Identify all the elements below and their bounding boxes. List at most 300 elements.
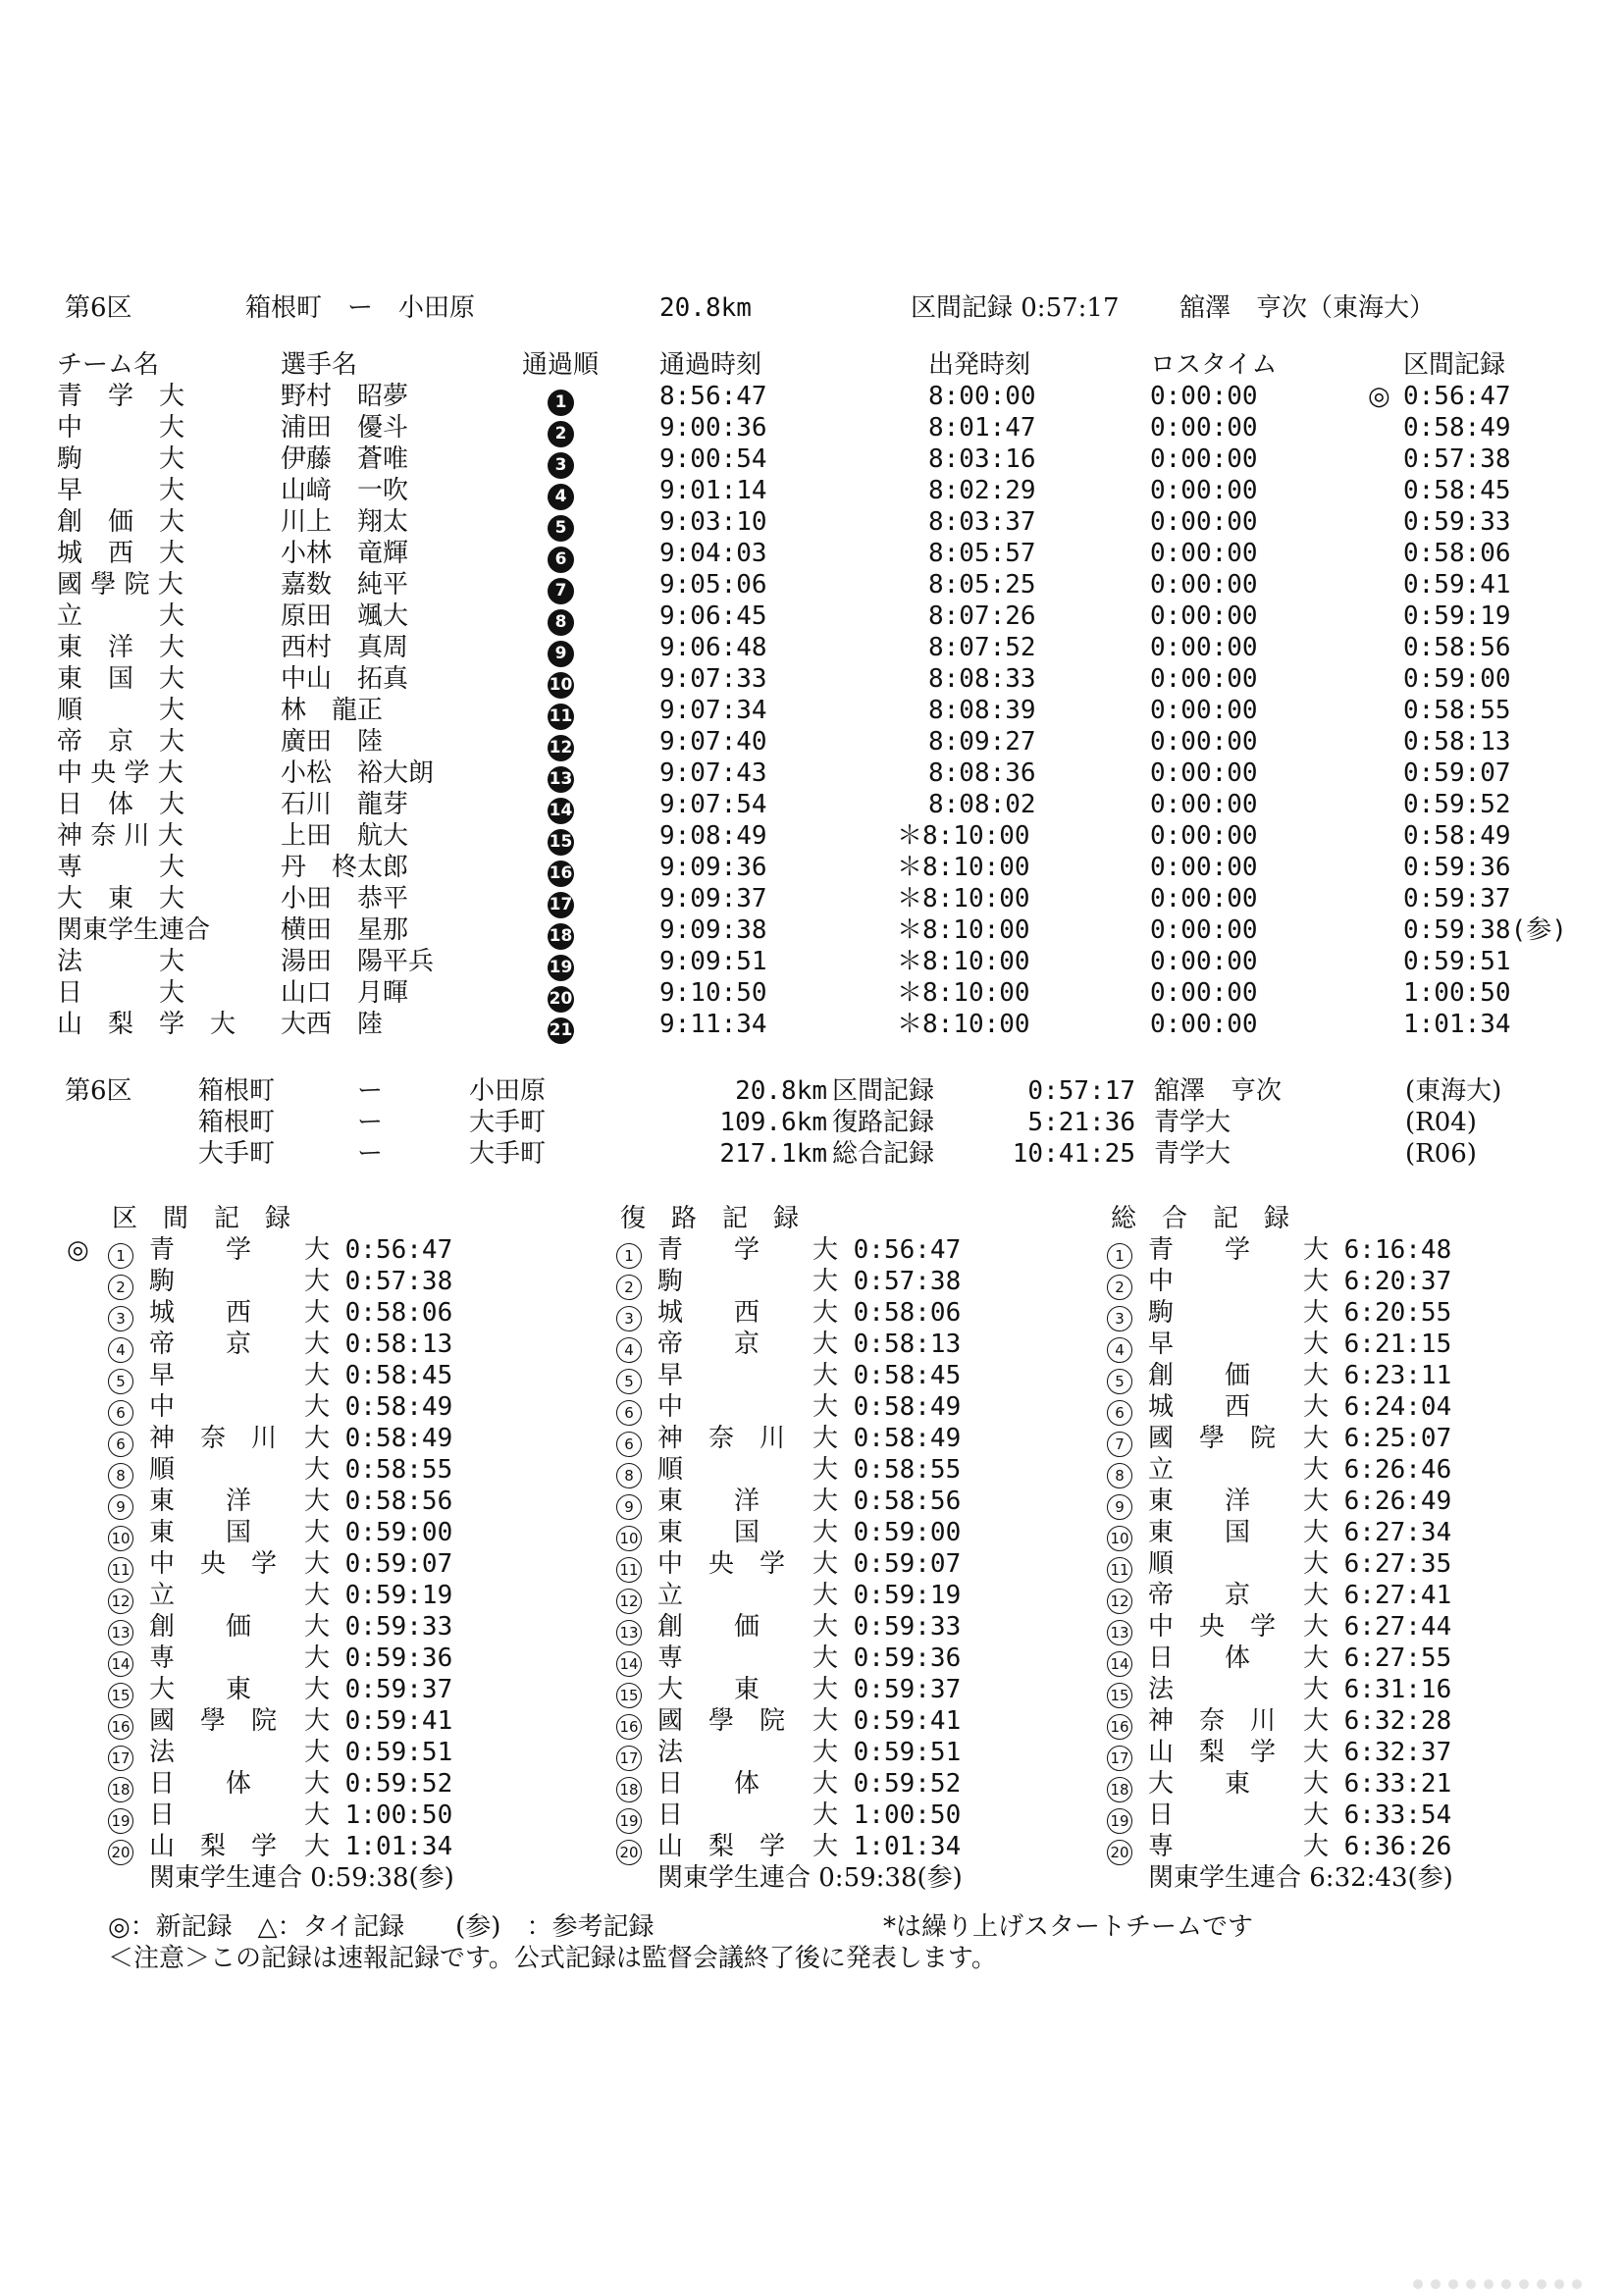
pass-time: 9:09:37 — [659, 884, 767, 913]
pass-rank-badge: 16 — [548, 861, 574, 887]
result-row — [0, 412, 1624, 444]
ranking-row — [1107, 1234, 1598, 1266]
ranking-team: 日 — [1148, 1800, 1175, 1830]
ranking-team: 帝 京 — [149, 1330, 252, 1359]
ranking-time: 大 0:58:45 — [812, 1361, 962, 1390]
ranking-time: 大 0:59:33 — [304, 1612, 453, 1642]
ranking-time: 大 6:24:04 — [1303, 1392, 1452, 1422]
rank-number — [616, 1426, 642, 1457]
rank-number — [616, 1771, 642, 1802]
course-record-row — [0, 1075, 1624, 1107]
pass-rank-badge: 17 — [548, 892, 574, 918]
team-name: 関東学生連合 — [57, 915, 211, 945]
rank-number — [616, 1331, 642, 1363]
rank-number — [616, 1457, 642, 1488]
rank-circle: 20 — [616, 1840, 642, 1865]
ranking-time: 大 0:59:36 — [812, 1644, 962, 1673]
rank-circle: 15 — [1107, 1683, 1132, 1708]
rank-circle: 6 — [108, 1432, 133, 1457]
section-time: 0:56:47 — [1403, 382, 1511, 411]
pass-time: 9:04:03 — [659, 539, 767, 568]
ranking-time: 大 0:58:56 — [812, 1487, 962, 1516]
ranking-row — [1107, 1423, 1598, 1454]
rank-circle: 9 — [1107, 1494, 1132, 1520]
loss-time: 0:00:00 — [1150, 507, 1258, 537]
rank-number — [108, 1300, 133, 1331]
rank-number — [108, 1834, 133, 1865]
ranking-time: 大 1:00:50 — [812, 1800, 962, 1830]
rank-number — [1107, 1363, 1132, 1394]
pass-time: 9:07:33 — [659, 664, 767, 694]
team-name: 立 大 — [57, 601, 185, 631]
rank-number — [616, 1269, 642, 1300]
section-time: 0:59:00 — [1403, 664, 1511, 694]
ranking-row — [616, 1517, 1107, 1548]
pass-time: 8:56:47 — [659, 382, 767, 411]
ranking-row — [1107, 1329, 1598, 1360]
ranking-time: 大 0:59:07 — [812, 1549, 962, 1579]
runner-name: 小田 恭平 — [281, 884, 409, 913]
rank-number — [1107, 1269, 1132, 1300]
pass-time: 9:07:43 — [659, 758, 767, 788]
start-time: 8:08:02 — [928, 790, 1036, 819]
start-time: 8:08:36 — [928, 758, 1036, 788]
pass-time: 9:05:06 — [659, 570, 767, 600]
ranking-title: 復 路 記 録 — [620, 1204, 800, 1233]
ranking-row — [1107, 1643, 1598, 1674]
rank-circle: 16 — [1107, 1714, 1132, 1740]
ranking-time: 大 0:59:51 — [812, 1738, 962, 1767]
ranking-time: 大 1:01:34 — [812, 1832, 962, 1861]
rank-circle: 8 — [108, 1463, 133, 1488]
ranking-team: 大 東 — [657, 1675, 760, 1704]
loss-time: 0:00:00 — [1150, 853, 1258, 882]
ranking-time: 大 0:59:19 — [304, 1581, 453, 1610]
ranking-team: 順 — [149, 1455, 176, 1485]
loss-time: 0:00:00 — [1150, 570, 1258, 600]
legend-line-2: ＜注意＞この記録は速報記録です。公式記録は監督会議終了後に発表します。 — [108, 1944, 997, 1973]
section-time: 0:59:37 — [1403, 884, 1511, 913]
section-record-holder: 舘澤 亨次（東海大） — [1179, 293, 1436, 323]
rank-number — [108, 1583, 133, 1614]
section-time: 0:58:13 — [1403, 727, 1511, 757]
ranking-time: 大 6:21:15 — [1303, 1330, 1452, 1359]
section-time: 0:58:49 — [1403, 413, 1511, 443]
course-record-row — [0, 1107, 1624, 1138]
start-time: ＊8:10:00 — [897, 853, 1030, 882]
ranking-team: 駒 — [657, 1267, 684, 1296]
rank-number — [1107, 1426, 1132, 1457]
ranking-team: 城 西 — [1148, 1392, 1251, 1422]
ranking-time: 大 6:27:55 — [1303, 1644, 1452, 1673]
ranking-time: 大 6:36:26 — [1303, 1832, 1452, 1861]
ranking-time: 大 0:59:07 — [304, 1549, 453, 1579]
ranking-row — [108, 1800, 599, 1831]
rank-number — [1107, 1677, 1132, 1708]
rank-number — [1107, 1802, 1132, 1834]
pass-rank-badge: 7 — [548, 578, 574, 604]
page-dot — [1431, 2279, 1441, 2289]
rank-number — [1107, 1740, 1132, 1771]
ranking-time: 大 0:59:19 — [812, 1581, 962, 1610]
col-pass-time: 通過時刻 — [659, 350, 762, 380]
rank-number — [108, 1677, 133, 1708]
loss-time: 0:00:00 — [1150, 884, 1258, 913]
page-dot — [1484, 2279, 1493, 2289]
page-dot — [1554, 2279, 1564, 2289]
result-row — [0, 883, 1624, 914]
ranking-row — [616, 1234, 1107, 1266]
rank-number — [616, 1677, 642, 1708]
ranking-row — [616, 1831, 1107, 1862]
new-record-mark: ◎ — [1368, 382, 1390, 411]
col-section-record: 区間記録 — [1403, 350, 1506, 380]
team-name: 城 西 大 — [57, 539, 185, 568]
ranking-row — [108, 1768, 599, 1800]
ranking-team: 早 — [657, 1361, 684, 1390]
rank-circle: 11 — [108, 1557, 133, 1583]
rank-circle: 14 — [1107, 1651, 1132, 1677]
ranking-title: 総 合 記 録 — [1111, 1204, 1290, 1233]
ranking-time: 大 0:59:41 — [304, 1706, 453, 1736]
start-time: ＊8:10:00 — [897, 915, 1030, 945]
result-row — [0, 820, 1624, 852]
ranking-team: 立 — [1148, 1455, 1175, 1485]
rank-circle: 16 — [108, 1714, 133, 1740]
ranking-row — [616, 1329, 1107, 1360]
ranking-team: 東 洋 — [1148, 1487, 1251, 1516]
rank-number — [108, 1331, 133, 1363]
rank-circle: 1 — [616, 1243, 642, 1269]
ranking-team: 創 価 — [1148, 1361, 1251, 1390]
record-from: 大手町 — [198, 1139, 276, 1169]
ranking-row — [108, 1486, 599, 1517]
ranking-time: 大 6:25:07 — [1303, 1424, 1452, 1453]
route-label: 箱根町 ー 小田原 — [245, 293, 476, 323]
loss-time: 0:00:00 — [1150, 978, 1258, 1008]
result-row — [0, 663, 1624, 695]
loss-time: 0:00:00 — [1150, 1010, 1258, 1039]
page-dot — [1501, 2279, 1511, 2289]
ranking-team: 専 — [1148, 1832, 1175, 1861]
record-distance: 109.6km — [719, 1108, 827, 1137]
ranking-team: 神 奈 川 — [149, 1424, 278, 1453]
pass-time: 9:10:50 — [659, 978, 767, 1008]
rank-number — [616, 1488, 642, 1520]
rank-number — [108, 1488, 133, 1520]
start-time: 8:08:39 — [928, 696, 1036, 725]
runner-name: 山﨑 一吹 — [281, 476, 409, 505]
result-row — [0, 538, 1624, 569]
ranking-row — [1107, 1454, 1598, 1486]
ranking-time: 大 6:16:48 — [1303, 1235, 1452, 1265]
rank-number — [616, 1583, 642, 1614]
rank-circle: 5 — [616, 1369, 642, 1394]
pass-rank-badge: 1 — [548, 390, 574, 416]
result-row — [0, 381, 1624, 412]
result-row — [0, 600, 1624, 632]
rank-number — [108, 1551, 133, 1583]
pass-time: 9:00:54 — [659, 444, 767, 474]
rank-number — [108, 1237, 133, 1269]
section-label: 第6区 — [65, 293, 132, 323]
ranking-time: 大 0:58:55 — [812, 1455, 962, 1485]
pass-rank-badge: 18 — [548, 923, 574, 950]
pass-rank-badge: 20 — [548, 986, 574, 1013]
record-label: 区間記録 — [832, 1076, 935, 1106]
ranking-time: 大 0:58:49 — [304, 1424, 453, 1453]
ranking-title: 区 間 記 録 — [112, 1204, 291, 1233]
runner-name: 丹 柊太郎 — [281, 853, 409, 882]
result-row — [0, 946, 1624, 977]
ranking-team: 専 — [149, 1644, 176, 1673]
pass-rank-badge: 11 — [548, 704, 574, 730]
loss-time: 0:00:00 — [1150, 915, 1258, 945]
start-time: 8:01:47 — [928, 413, 1036, 443]
ranking-team: 駒 — [149, 1267, 176, 1296]
page-dot — [1413, 2279, 1423, 2289]
ranking-team: 立 — [657, 1581, 684, 1610]
section-time: 0:59:36 — [1403, 853, 1511, 882]
ranking-row — [616, 1643, 1107, 1674]
ranking-team: 帝 京 — [657, 1330, 760, 1359]
runner-name: 嘉数 純平 — [281, 570, 409, 600]
record-dash: ー — [357, 1139, 384, 1169]
team-name: 大 東 大 — [57, 884, 185, 913]
team-name: 中 央 学 大 — [57, 758, 183, 788]
ranking-team: 法 — [149, 1738, 176, 1767]
pass-time: 9:09:38 — [659, 915, 767, 945]
ranking-row — [616, 1674, 1107, 1705]
ranking-team: 創 価 — [657, 1612, 760, 1642]
ranking-row — [1107, 1297, 1598, 1329]
rank-circle: 8 — [1107, 1463, 1132, 1488]
ranking-time: 大 0:59:00 — [304, 1518, 453, 1547]
team-name: 創 価 大 — [57, 507, 185, 537]
result-row — [0, 632, 1624, 663]
ranking-team: 東 国 — [149, 1518, 252, 1547]
start-time: ＊8:10:00 — [897, 884, 1030, 913]
ranking-team: 東 国 — [1148, 1518, 1251, 1547]
result-row — [0, 757, 1624, 789]
start-time: 8:09:27 — [928, 727, 1036, 757]
ranking-time: 大 0:56:47 — [304, 1235, 453, 1265]
ranking-team: 順 — [657, 1455, 684, 1485]
ranking-row — [616, 1800, 1107, 1831]
record-time: 10:41:25 — [1012, 1139, 1135, 1169]
rank-number — [108, 1363, 133, 1394]
record-time: 5:21:36 — [1027, 1108, 1135, 1137]
ranking-row — [108, 1423, 599, 1454]
loss-time: 0:00:00 — [1150, 758, 1258, 788]
pass-rank-badge: 9 — [548, 641, 574, 667]
runner-name: 小林 竜輝 — [281, 539, 409, 568]
runner-name: 中山 拓真 — [281, 664, 409, 694]
section-time: 0:59:33 — [1403, 507, 1511, 537]
loss-time: 0:00:00 — [1150, 664, 1258, 694]
ranking-row — [1107, 1768, 1598, 1800]
pass-rank-badge: 10 — [548, 672, 574, 699]
col-rank: 通過順 — [522, 350, 600, 380]
section-time: 0:59:38(参) — [1403, 915, 1567, 945]
ranking-row — [1107, 1548, 1598, 1580]
ranking-extra: 関東学生連合 0:59:38(参) — [149, 1863, 454, 1893]
pass-time: 9:01:14 — [659, 476, 767, 505]
pass-rank-badge: 19 — [548, 955, 574, 981]
page-indicator — [1413, 2274, 1590, 2293]
rank-number — [1107, 1614, 1132, 1645]
team-name: 青 学 大 — [57, 382, 185, 411]
section-time: 0:59:41 — [1403, 570, 1511, 600]
ranking-time: 大 0:59:52 — [304, 1769, 453, 1799]
runner-name: 上田 航大 — [281, 821, 409, 851]
pass-time: 9:08:49 — [659, 821, 767, 851]
rank-circle: 3 — [108, 1306, 133, 1331]
col-start-time: 出発時刻 — [928, 350, 1031, 380]
ranking-row — [108, 1454, 599, 1486]
ranking-team: 城 西 — [149, 1298, 252, 1328]
rank-number — [1107, 1645, 1132, 1677]
ranking-time: 大 6:20:55 — [1303, 1298, 1452, 1328]
ranking-time: 大 6:27:35 — [1303, 1549, 1452, 1579]
ranking-extra: 関東学生連合 6:32:43(参) — [1148, 1863, 1453, 1893]
ranking-team: 東 洋 — [657, 1487, 760, 1516]
rank-circle: 12 — [108, 1589, 133, 1614]
runner-name: 西村 真周 — [281, 633, 409, 662]
pass-rank — [548, 1012, 574, 1044]
pass-time: 9:06:48 — [659, 633, 767, 662]
pass-time: 9:07:54 — [659, 790, 767, 819]
pass-time: 9:03:10 — [659, 507, 767, 537]
start-time: 8:07:52 — [928, 633, 1036, 662]
ranking-row — [108, 1611, 599, 1643]
team-name: 日 体 大 — [57, 790, 185, 819]
ranking-row — [108, 1831, 599, 1862]
ranking-row — [108, 1705, 599, 1737]
rank-circle: 9 — [108, 1494, 133, 1520]
page-dot — [1572, 2279, 1582, 2289]
ranking-team: 東 洋 — [149, 1487, 252, 1516]
runner-name: 浦田 優斗 — [281, 413, 409, 443]
rank-circle: 10 — [108, 1526, 133, 1551]
rank-number — [616, 1645, 642, 1677]
runner-name: 川上 翔太 — [281, 507, 409, 537]
ranking-time: 大 6:20:37 — [1303, 1267, 1452, 1296]
rank-circle: 18 — [616, 1777, 642, 1802]
rank-number — [1107, 1520, 1132, 1551]
runner-name: 小松 裕大朗 — [281, 758, 435, 788]
ranking-row — [108, 1517, 599, 1548]
result-row — [0, 977, 1624, 1009]
ranking-team: 青 学 — [149, 1235, 252, 1265]
rank-number — [616, 1708, 642, 1740]
record-note: (R04) — [1405, 1108, 1477, 1137]
rank-number — [1107, 1331, 1132, 1363]
ranking-time: 大 0:59:51 — [304, 1738, 453, 1767]
ranking-team: 中 央 学 — [1148, 1612, 1277, 1642]
ranking-row — [616, 1391, 1107, 1423]
ranking-team: 立 — [149, 1581, 176, 1610]
ranking-time: 大 6:27:41 — [1303, 1581, 1452, 1610]
pass-rank-badge: 4 — [548, 484, 574, 510]
ranking-row — [108, 1737, 599, 1768]
ranking-team: 山 梨 学 — [657, 1832, 786, 1861]
result-row — [0, 914, 1624, 946]
loss-time: 0:00:00 — [1150, 696, 1258, 725]
ranking-row — [1107, 1705, 1598, 1737]
rank-number — [616, 1740, 642, 1771]
result-row — [0, 1009, 1624, 1040]
rank-circle: 3 — [1107, 1306, 1132, 1331]
rank-number — [108, 1740, 133, 1771]
rank-number — [1107, 1583, 1132, 1614]
ranking-team: 日 — [657, 1800, 684, 1830]
ranking-time: 大 6:27:34 — [1303, 1518, 1452, 1547]
ranking-team: 日 体 — [149, 1769, 252, 1799]
start-time: ＊8:10:00 — [897, 1010, 1030, 1039]
result-row — [0, 726, 1624, 757]
section-time: 0:59:19 — [1403, 601, 1511, 631]
ranking-time: 大 0:58:13 — [304, 1330, 453, 1359]
ranking-time: 大 0:58:49 — [304, 1392, 453, 1422]
rank-circle: 14 — [108, 1651, 133, 1677]
ranking-team: 中 — [1148, 1267, 1175, 1296]
loss-time: 0:00:00 — [1150, 413, 1258, 443]
ranking-team: 法 — [657, 1738, 684, 1767]
rank-circle: 4 — [108, 1337, 133, 1363]
pass-rank-badge: 14 — [548, 798, 574, 824]
runner-name: 大西 陸 — [281, 1010, 384, 1039]
section-time: 0:58:45 — [1403, 476, 1511, 505]
record-time: 0:57:17 — [1027, 1076, 1135, 1106]
record-label: 復路記録 — [832, 1108, 935, 1137]
rank-number — [108, 1771, 133, 1802]
record-note: (R06) — [1405, 1139, 1477, 1169]
team-name: 國 學 院 大 — [57, 570, 183, 600]
pass-time: 9:11:34 — [659, 1010, 767, 1039]
start-time: 8:00:00 — [928, 382, 1036, 411]
rank-number — [1107, 1488, 1132, 1520]
ranking-row — [1107, 1831, 1598, 1862]
ranking-team: 神 奈 川 — [657, 1424, 786, 1453]
ranking-row — [1107, 1674, 1598, 1705]
rank-circle: 18 — [1107, 1777, 1132, 1802]
start-time: ＊8:10:00 — [897, 947, 1030, 976]
start-time: 8:08:33 — [928, 664, 1036, 694]
result-row — [0, 852, 1624, 883]
legend-line-1: ◎：新記録 △：タイ記録 (参) ：参考記録 — [108, 1912, 655, 1942]
loss-time: 0:00:00 — [1150, 821, 1258, 851]
ranking-team: 日 体 — [657, 1769, 760, 1799]
legend-line-1-right: *は繰り上げスタートチームです — [883, 1912, 1254, 1942]
result-row — [0, 506, 1624, 538]
rank-circle: 6 — [616, 1400, 642, 1426]
page-dot — [1466, 2279, 1476, 2289]
rank-circle: 10 — [1107, 1526, 1132, 1551]
record-to: 小田原 — [469, 1076, 547, 1106]
loss-time: 0:00:00 — [1150, 476, 1258, 505]
loss-time: 0:00:00 — [1150, 727, 1258, 757]
section-time: 0:58:55 — [1403, 696, 1511, 725]
section-time: 0:59:51 — [1403, 947, 1511, 976]
ranking-team: 山 梨 学 — [149, 1832, 278, 1861]
ranking-row — [1107, 1486, 1598, 1517]
pass-rank-badge: 3 — [548, 452, 574, 479]
ranking-time: 大 6:23:11 — [1303, 1361, 1452, 1390]
rank-number — [616, 1802, 642, 1834]
rank-circle: 17 — [108, 1746, 133, 1771]
rank-circle: 5 — [108, 1369, 133, 1394]
